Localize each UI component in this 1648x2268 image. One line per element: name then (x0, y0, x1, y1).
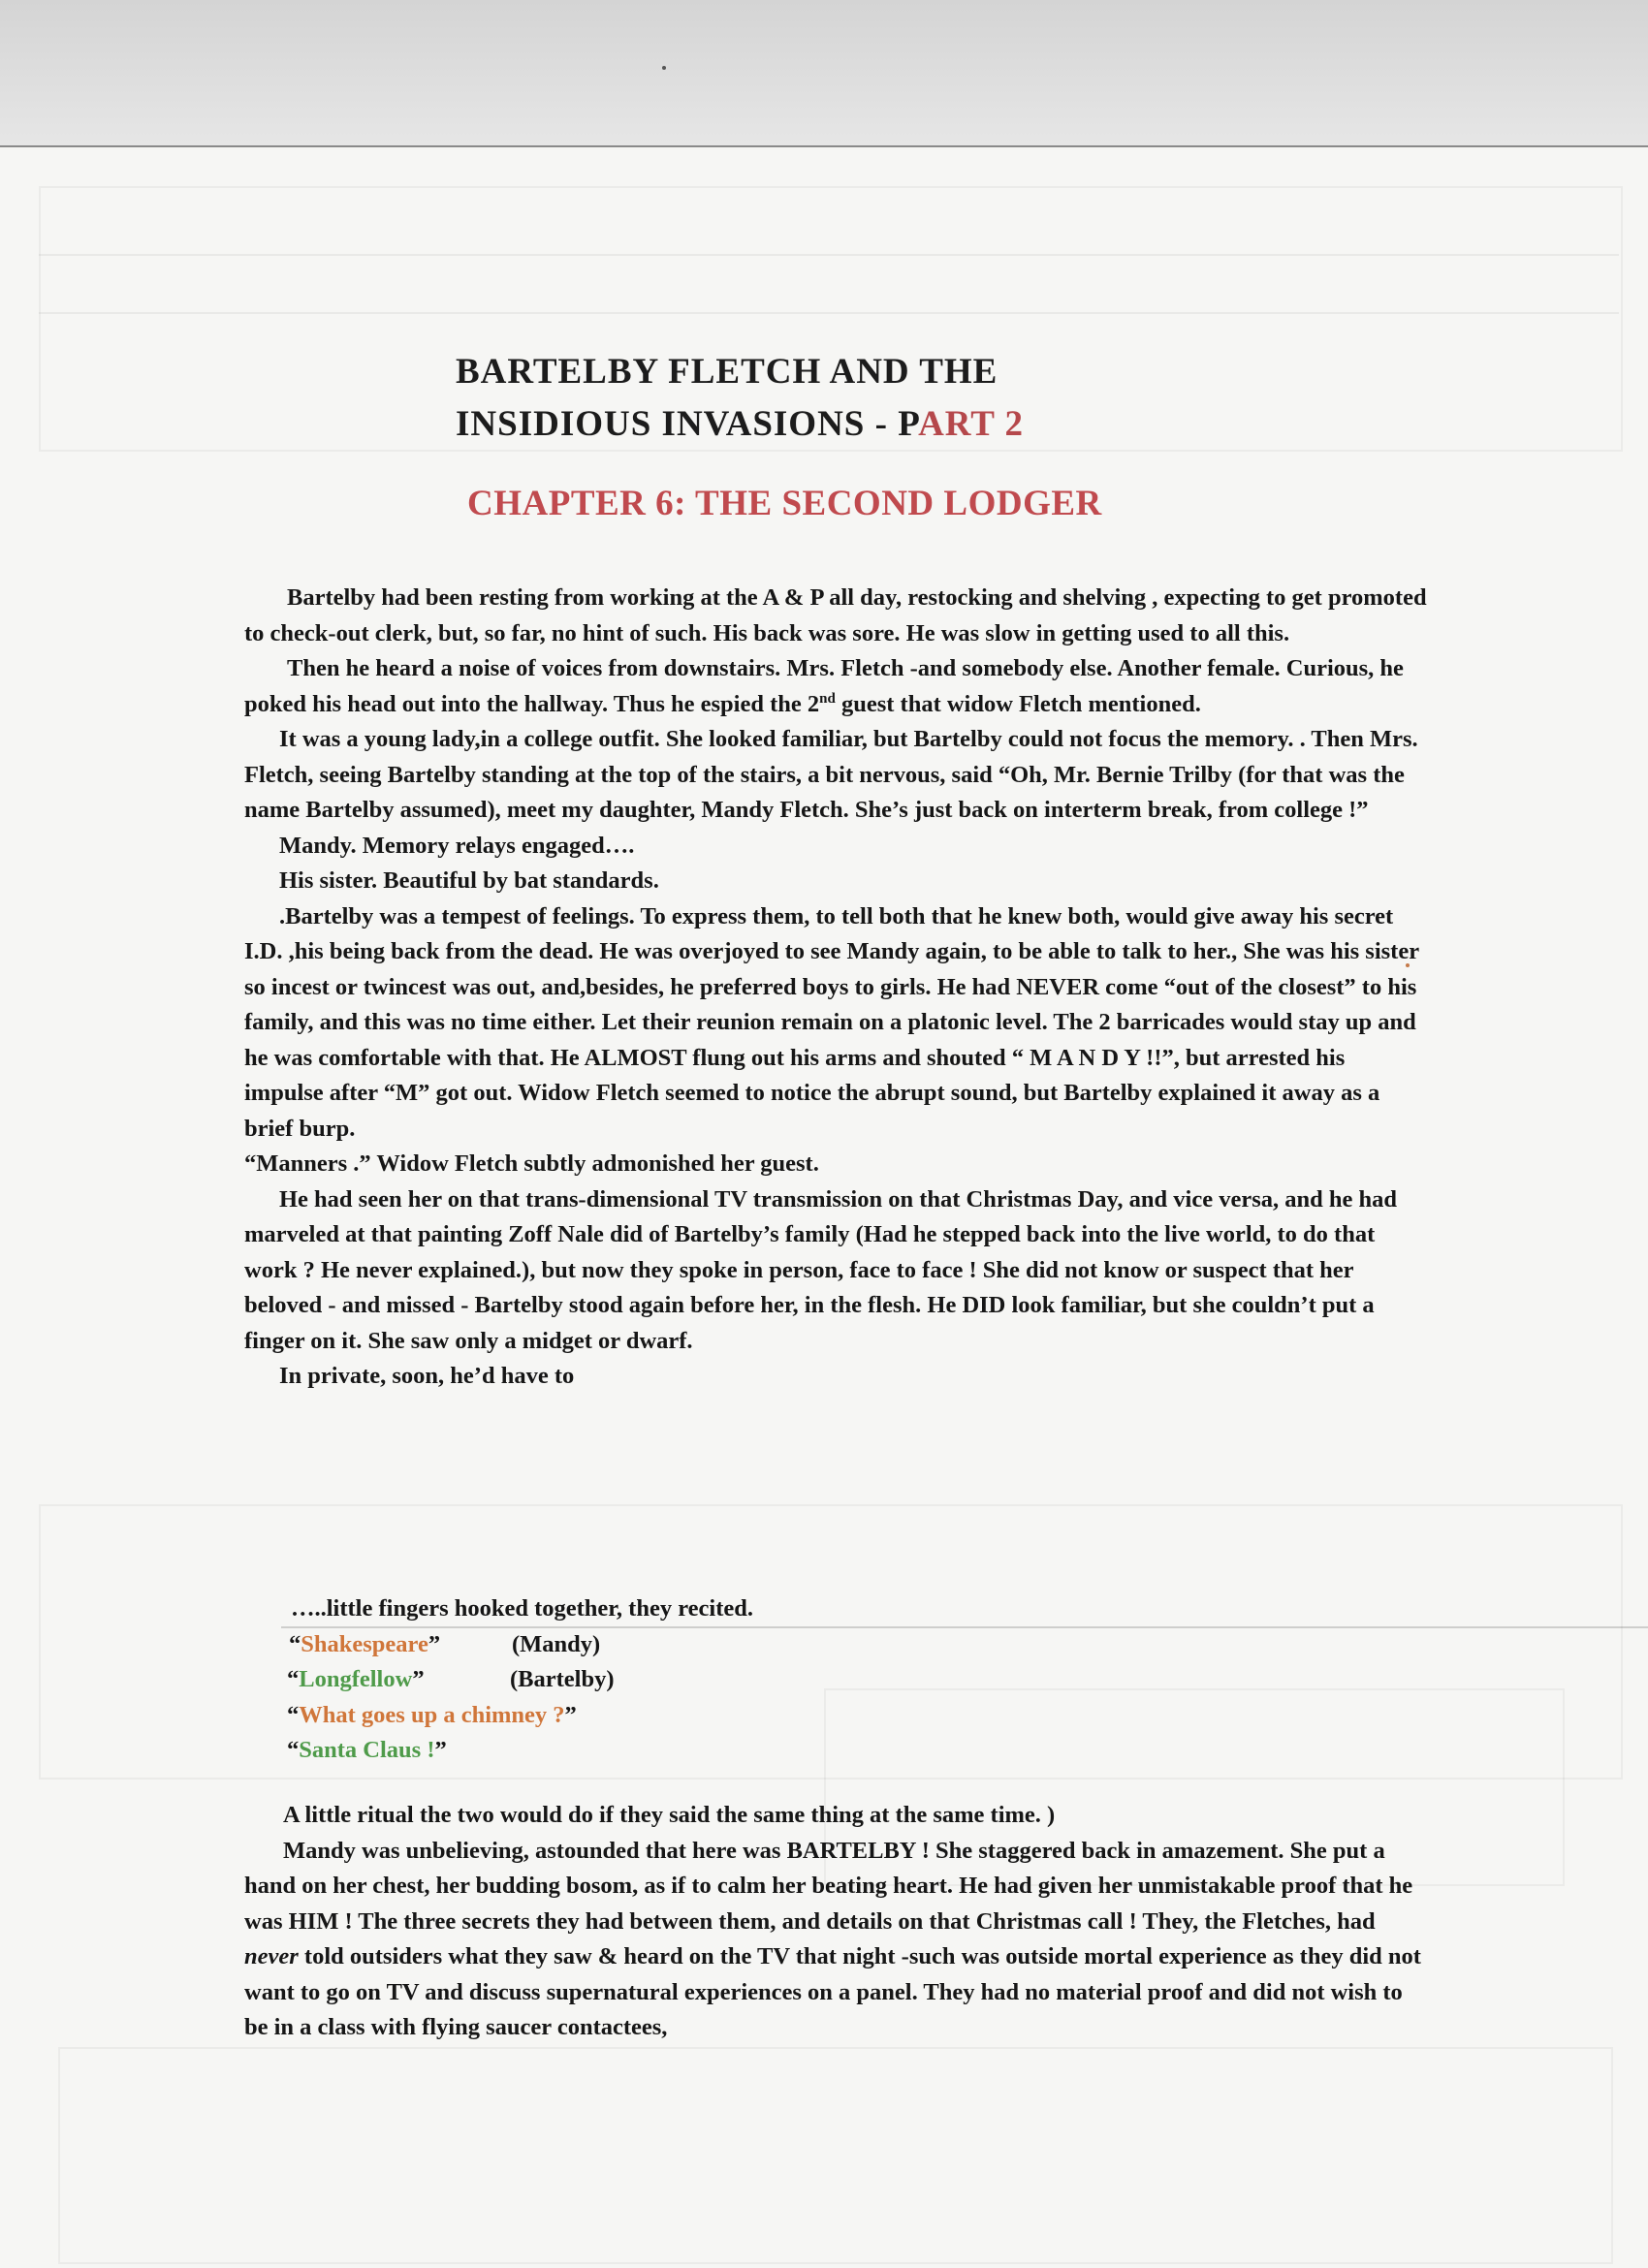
ordinal-suffix: nd (819, 690, 836, 707)
verse-word: Santa Claus ! (299, 1737, 435, 1763)
paragraph-text: Mandy was unbelieving, astounded that here was BARTELBY ! She staggered back in amazement. She put a hand on her chest, her budding bosom, as if to calm her beating heart. He had given her unmistakable proof that he was HIM ! The three secrets they had between them, and details on that Christmas call ! They, the Fletches, had (244, 1837, 1413, 1935)
paragraph-text: guest that widow Fletch mentioned. (835, 690, 1201, 717)
verse-line (287, 1627, 1470, 1663)
paragraph-text: told outsiders what they saw & heard on the TV that night -such was outside mortal experience as they did not want to go on TV and discuss supernatural experiences on a panel. They had no material proof and did not wish to be in a class with flying saucer contactees, (244, 1943, 1421, 2040)
paragraph: A little ritual the two would do if they said the same thing at the same time. ) (283, 1802, 1056, 1828)
scan-background-top (0, 0, 1648, 145)
verse-line (287, 1662, 1470, 1698)
story-title (456, 346, 1212, 451)
paragraph (244, 1834, 1427, 2046)
open-quote: “ (287, 1666, 300, 1692)
ritual-verse (287, 1591, 1470, 1769)
emphasis: never (244, 1943, 299, 1969)
paragraph: His sister. Beautiful by bat standards. (279, 867, 659, 894)
story-body (244, 581, 1427, 1395)
paragraph: .Bartelby was a tempest of feelings. To express them, to tell both that he knew both, would give away his secret I.D. ,his being back from the dead. He was overjoyed to see Mandy again, to be able to talk to her., She was his sister so incest or twincest was out, and,besides, he preferred boys to girls. He had NEVER come “out of the closest” to his family, and this was no time either. Let their reunion remain on a platonic level. The 2 barricades would stay up and he was comfortable with that. He ALMOST flung out his arms and shouted “ M A N D Y !!”, but arrested his impulse after “M” got out. Widow Fletch seemed to notice the abrupt sound, but Bartelby explained it away as a brief burp. (244, 902, 1419, 1142)
paragraph: Bartelby had been resting from working at the A & P all day, restocking and shelving , expecting to get promoted to check-out clerk, but, so far, no hint of such. His back was sore. He was slow in getting used to all this. (244, 584, 1427, 646)
title-part-label: ART 2 (918, 404, 1024, 444)
verse-word: Longfellow (299, 1666, 413, 1692)
open-quote: “ (289, 1630, 301, 1657)
speaker: (Bartelby) (510, 1666, 615, 1692)
title-line-2-start: INSIDIOUS INVASIONS - P (456, 404, 919, 444)
bleed-through-frame (58, 2047, 1613, 2264)
title-line-2 (456, 398, 1212, 451)
paragraph-text: Then he heard a noise of voices from downstairs. Mrs. Fletch -and somebody else. Another female. Curious, he poked his head out into the hallway. Thus he espied the 2 (244, 655, 1404, 717)
paragraph: Mandy. Memory relays engaged…. (279, 832, 635, 859)
close-quote: ” (434, 1737, 447, 1763)
story-continuation (244, 1798, 1427, 2046)
title-line-1: BARTELBY FLETCH AND THE (456, 352, 998, 392)
paragraph: In private, soon, he’d have to (279, 1363, 575, 1389)
bleed-through-rule (39, 312, 1619, 314)
speaker: (Mandy) (512, 1630, 601, 1657)
verse-line (287, 1698, 1470, 1734)
open-quote: “ (287, 1737, 300, 1763)
bleed-through-rule (39, 254, 1619, 256)
verse-word: What goes up a chimney ? (299, 1701, 565, 1728)
speck (662, 66, 666, 70)
close-quote: ” (412, 1666, 425, 1692)
open-quote: “ (287, 1701, 300, 1728)
paragraph: He had seen her on that trans-dimensional TV transmission on that Christmas Day, and vice versa, and he had marveled at that painting Zoff Nale did of Bartelby’s family (Had he stepped back into the live world, to do that work ? He never explained.), but now they spoke in person, face to face ! She did not know or suspect that her beloved - and missed - Bartelby stood again before her, in the flesh. He DID look familiar, but she couldn’t put a finger on it. She saw only a midget or dwarf. (244, 1185, 1398, 1354)
paragraph (244, 651, 1427, 722)
close-quote: ” (564, 1701, 577, 1728)
paragraph: It was a young lady,in a college outfit. She looked familiar, but Bartelby could not focus the memory. . Then Mrs. Fletch, seeing Bartelby standing at the top of the stairs, a bit nervous, said “Oh, Mr. Bernie Trilby (for that was the name Bartelby assumed), meet my daughter, Mandy Fletch. She’s just back on interterm break, from college !” (244, 726, 1418, 823)
paragraph: “Manners .” Widow Fletch subtly admonished her guest. (244, 1150, 819, 1177)
close-quote: ” (428, 1630, 441, 1657)
verse-intro: …..little fingers hooked together, they recited. (291, 1595, 753, 1622)
chapter-heading: CHAPTER 6: THE SECOND LODGER (467, 484, 1102, 523)
verse-word: Shakespeare (301, 1630, 428, 1657)
verse-line (287, 1733, 1470, 1769)
